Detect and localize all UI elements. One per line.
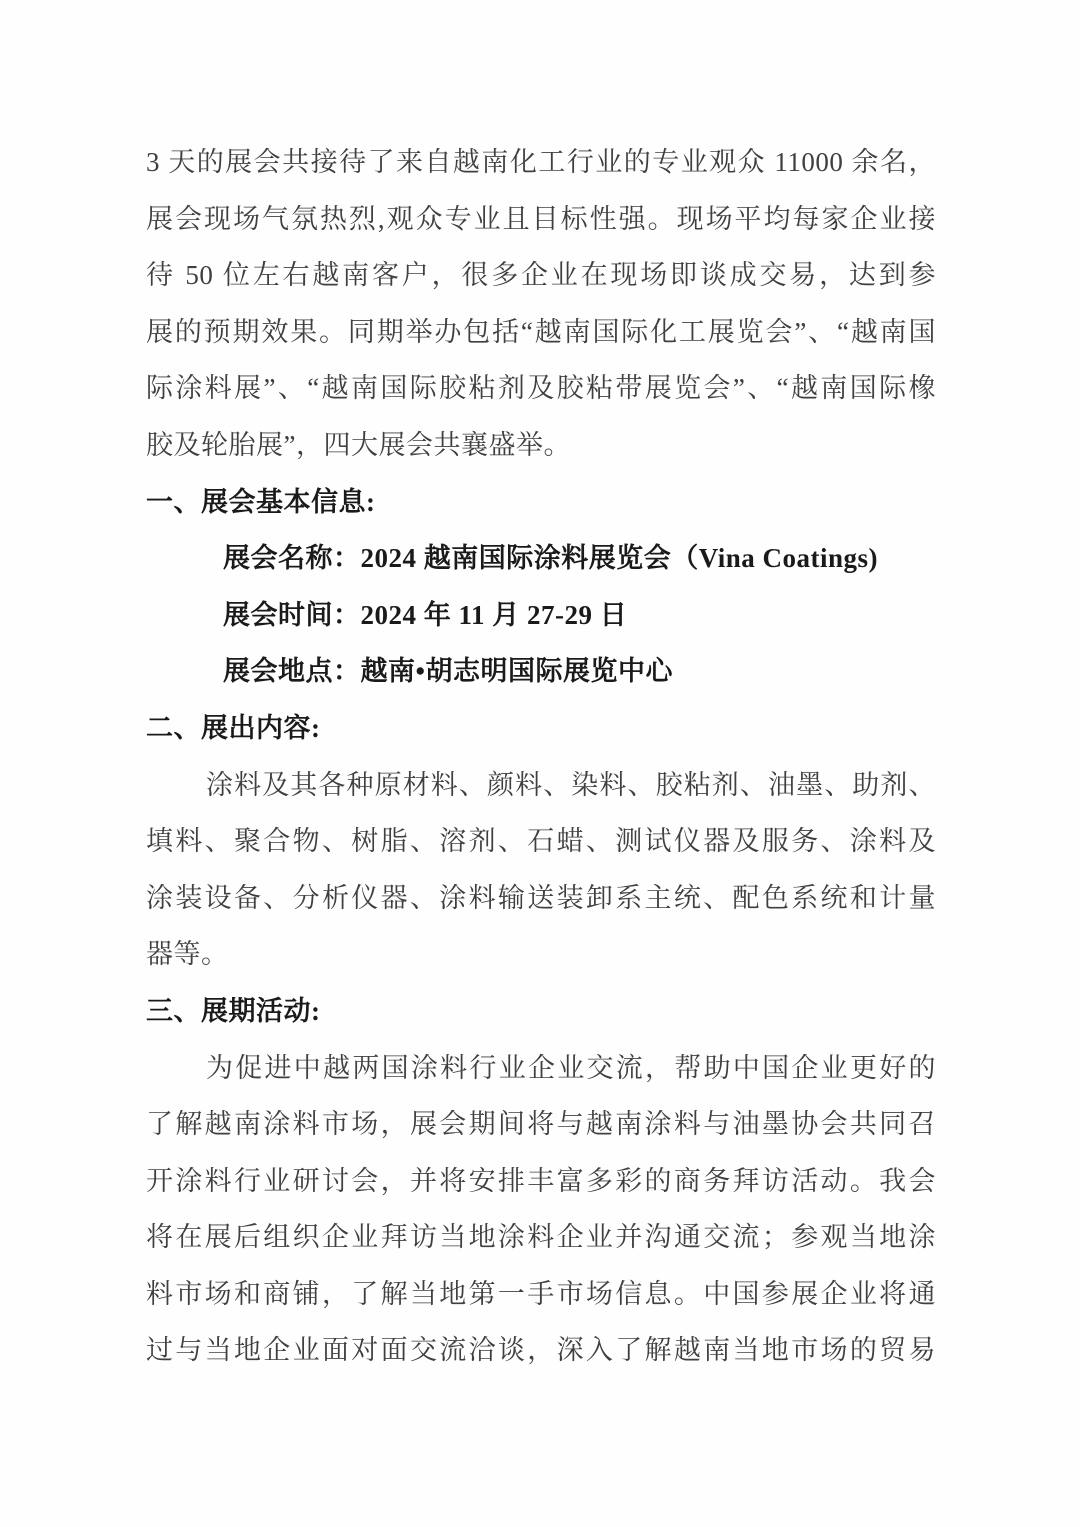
- exhibition-name-line: 展会名称：2024 越南国际涂料展览会（Vina Coatings): [223, 543, 879, 574]
- activities-line-4: 将在展后组织企业拜访当地涂料企业并沟通交流；参观当地涂: [146, 1222, 936, 1253]
- intro-line-4: 展的预期效果。同期举办包括“越南国际化工展览会”、“越南国: [146, 316, 936, 347]
- exhibits-line-3: 涂装设备、分析仪器、涂料输送装卸系主统、配色系统和计量: [146, 882, 936, 913]
- intro-line-2: 展会现场气氛热烈,观众专业且目标性强。现场平均每家企业接: [146, 203, 936, 234]
- exhibits-line-1: 涂料及其各种原材料、颜料、染料、胶粘剂、油墨、助剂、: [206, 769, 936, 800]
- activities-line-1: 为促进中越两国涂料行业企业交流，帮助中国企业更好的: [206, 1052, 936, 1083]
- intro-line-5: 际涂料展”、“越南国际胶粘剂及胶粘带展览会”、“越南国际橡: [146, 373, 936, 404]
- intro-line-6: 胶及轮胎展”，四大展会共襄盛举。: [146, 429, 571, 460]
- activities-line-3: 开涂料行业研讨会，并将安排丰富多彩的商务拜访活动。我会: [146, 1165, 936, 1196]
- section-heading-activities: 三、展期活动:: [146, 995, 321, 1026]
- document-content: [146, 134, 936, 1379]
- exhibition-venue-line: 展会地点：越南•胡志明国际展览中心: [223, 656, 673, 687]
- intro-line-1: 3 天的展会共接待了来自越南化工行业的专业观众 11000 余名，: [146, 147, 936, 177]
- activities-line-5: 料市场和商铺，了解当地第一手市场信息。中国参展企业将通: [146, 1278, 936, 1309]
- exhibition-date-line: 展会时间：2024 年 11 月 27-29 日: [223, 599, 628, 630]
- intro-line-3: 待 50 位左右越南客户，很多企业在现场即谈成交易，达到参: [146, 260, 936, 291]
- exhibits-line-2: 填料、聚合物、树脂、溶剂、石蜡、测试仪器及服务、涂料及: [146, 826, 936, 857]
- exhibits-line-4: 器等。: [146, 939, 229, 970]
- section-heading-exhibits: 二、展出内容:: [146, 712, 321, 743]
- activities-line-6: 过与当地企业面对面交流洽谈，深入了解越南当地市场的贸易: [146, 1335, 936, 1366]
- section-heading-basic-info: 一、展会基本信息:: [146, 486, 376, 517]
- activities-line-2: 了解越南涂料市场，展会期间将与越南涂料与油墨协会共同召: [146, 1109, 936, 1140]
